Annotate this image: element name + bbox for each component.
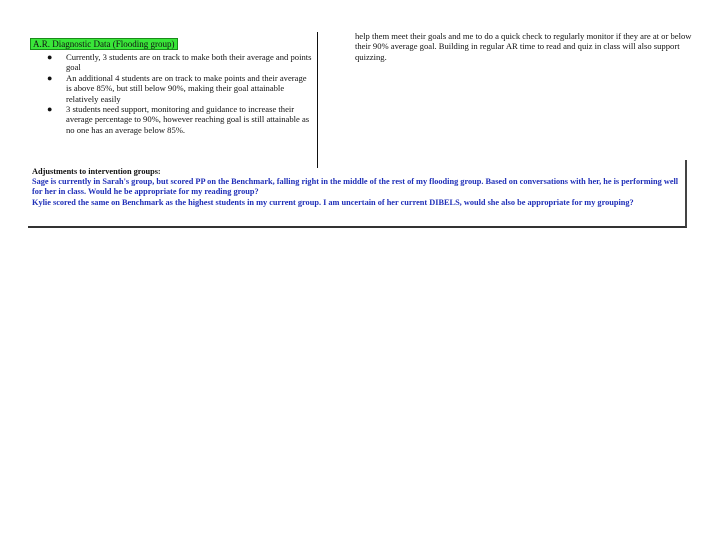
bullet-text: Currently, 3 students are on track to make both their average and points goal bbox=[66, 52, 312, 73]
support-plan-text: help them meet their goals and me to do a quick check to regularly monitor if they are at or below their 90% average goal. Building in regular AR time to read and quiz in class will also support quizzing. bbox=[355, 31, 692, 62]
section-heading: A.R. Diagnostic Data (Flooding group) bbox=[30, 38, 178, 50]
bullet-icon: ● bbox=[47, 104, 53, 115]
bullet-item bbox=[30, 73, 312, 104]
column-divider bbox=[317, 32, 318, 168]
adjustment-paragraph: Sage is currently in Sarah's group, but scored PP on the Benchmark, falling right in the middle of the rest of my flooding group. Based on conversations with her, he is performing well for her in class. Would he be appropriate for my reading group? bbox=[32, 177, 679, 197]
box-corner-tick bbox=[685, 160, 687, 165]
adjustments-box bbox=[28, 165, 687, 228]
bullet-item bbox=[30, 52, 312, 73]
bullet-text: An additional 4 students are on track to make points and their average is above 85%, but still below 90%, making their goal attainable relatively easily bbox=[66, 72, 307, 104]
bullet-item bbox=[30, 104, 312, 135]
diagnostic-bullet-list bbox=[30, 52, 312, 135]
diagnostic-data-section bbox=[30, 38, 312, 135]
bullet-icon: ● bbox=[47, 52, 53, 62]
adjustments-heading: Adjustments to intervention groups: bbox=[32, 167, 161, 176]
adjustments-content bbox=[32, 167, 684, 208]
bullet-text: 3 students need support, monitoring and guidance to increase their average percentage to 90%, however reaching goal is still attainable as no one has an average below 85%. bbox=[66, 104, 310, 135]
adjustment-paragraph: Kylie scored the same on Benchmark as the highest students in my current group. I am uncertain of her current DIBELS, would she also be appropriate for my grouping? bbox=[32, 197, 634, 207]
bullet-icon: ● bbox=[47, 72, 53, 83]
